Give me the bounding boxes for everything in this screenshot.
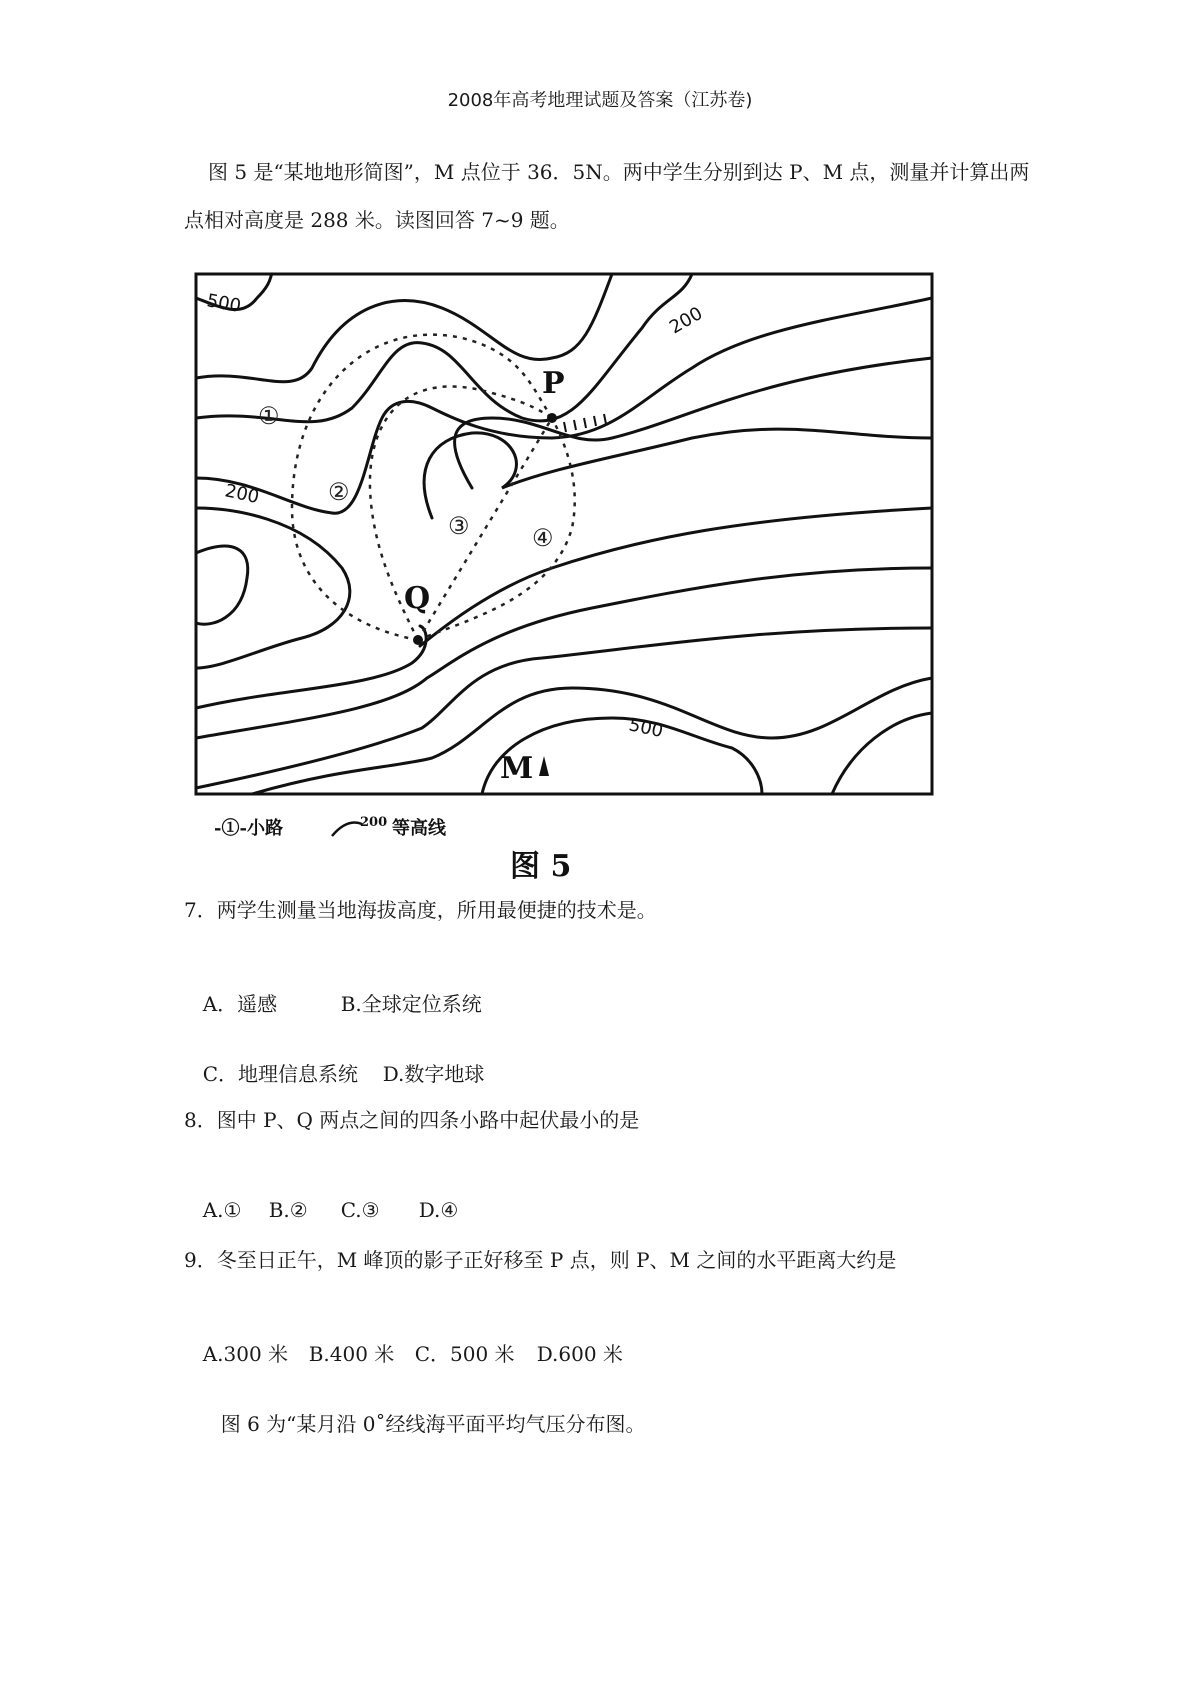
- question-9-stem: 9．冬至日正午，M 峰顶的影子正好移至 P 点，则 P、M 之间的水平距离大约是: [184, 1248, 897, 1272]
- legend-contour: 等高线: [392, 818, 446, 839]
- contour-label-500-top: 500: [205, 290, 243, 317]
- page-title: 2008年高考地理试题及答案（江苏卷): [447, 90, 753, 111]
- legend-contour-value: 200: [360, 815, 388, 830]
- question-8-option-b: B.②: [268, 1198, 308, 1222]
- question-7-options-row-2: [190, 1034, 484, 1087]
- question-7-option-c: C．地理信息系统: [202, 1062, 359, 1086]
- question-9-option-c: C．500 米: [414, 1342, 515, 1366]
- figure-legend: [214, 815, 447, 839]
- question-8-option-a: A.①: [202, 1198, 242, 1222]
- question-8-option-c: C.③: [340, 1198, 380, 1222]
- intro-paragraph: [184, 148, 1044, 244]
- question-7-option-b: B.全球定位系统: [340, 992, 482, 1016]
- question-7-options-row-1: [190, 964, 482, 1017]
- legend-path: -①-小路: [214, 818, 283, 839]
- topographic-map: [192, 268, 952, 938]
- intro-text: 图 5 是“某地地形简图”，M 点位于 36．5N。两中学生分别到达 P、M 点，测量并计算出两点相对高度是 288 米。读图回答 7~9 题。: [184, 160, 1030, 232]
- figure-6-intro: [184, 1384, 645, 1437]
- question-9-option-b: B.400 米: [308, 1342, 395, 1366]
- route-label-4: ④: [532, 524, 554, 552]
- question-7-stem: 7．两学生测量当地海拔高度，所用最便捷的技术是。: [184, 898, 657, 922]
- figure-6-intro-text: 图 6 为“某月沿 0˚经线海平面平均气压分布图。: [220, 1412, 646, 1436]
- route-label-2: ②: [328, 478, 350, 506]
- contour-label-500-bottom: 500: [626, 714, 665, 743]
- question-9-option-d: D.600 米: [536, 1342, 623, 1366]
- contour-label-200-right: 200: [666, 302, 707, 339]
- point-q-label: Q: [404, 581, 431, 616]
- figure-5: [192, 268, 952, 938]
- question-8-option-d: D.④: [418, 1198, 459, 1222]
- point-m-label: M: [500, 751, 534, 786]
- figure-caption: 图 5: [510, 849, 572, 884]
- route-label-3: ③: [448, 512, 470, 540]
- question-9-options: [190, 1314, 623, 1367]
- route-label-1: ①: [258, 402, 280, 430]
- point-p-marker: [547, 413, 557, 423]
- contour-label-200-left: 200: [222, 480, 261, 509]
- map-frame: [196, 274, 932, 794]
- question-8-options: [190, 1174, 458, 1222]
- point-p-label: P: [542, 366, 565, 401]
- question-8-stem: 8．图中 P、Q 两点之间的四条小路中起伏最小的是: [184, 1108, 640, 1132]
- point-q-marker: [413, 635, 423, 645]
- question-9-option-a: A.300 米: [202, 1342, 289, 1366]
- question-7-option-d: D.数字地球: [382, 1062, 485, 1086]
- legend-contour-symbol: [332, 823, 362, 837]
- question-7-option-a: A．遥感: [202, 992, 278, 1016]
